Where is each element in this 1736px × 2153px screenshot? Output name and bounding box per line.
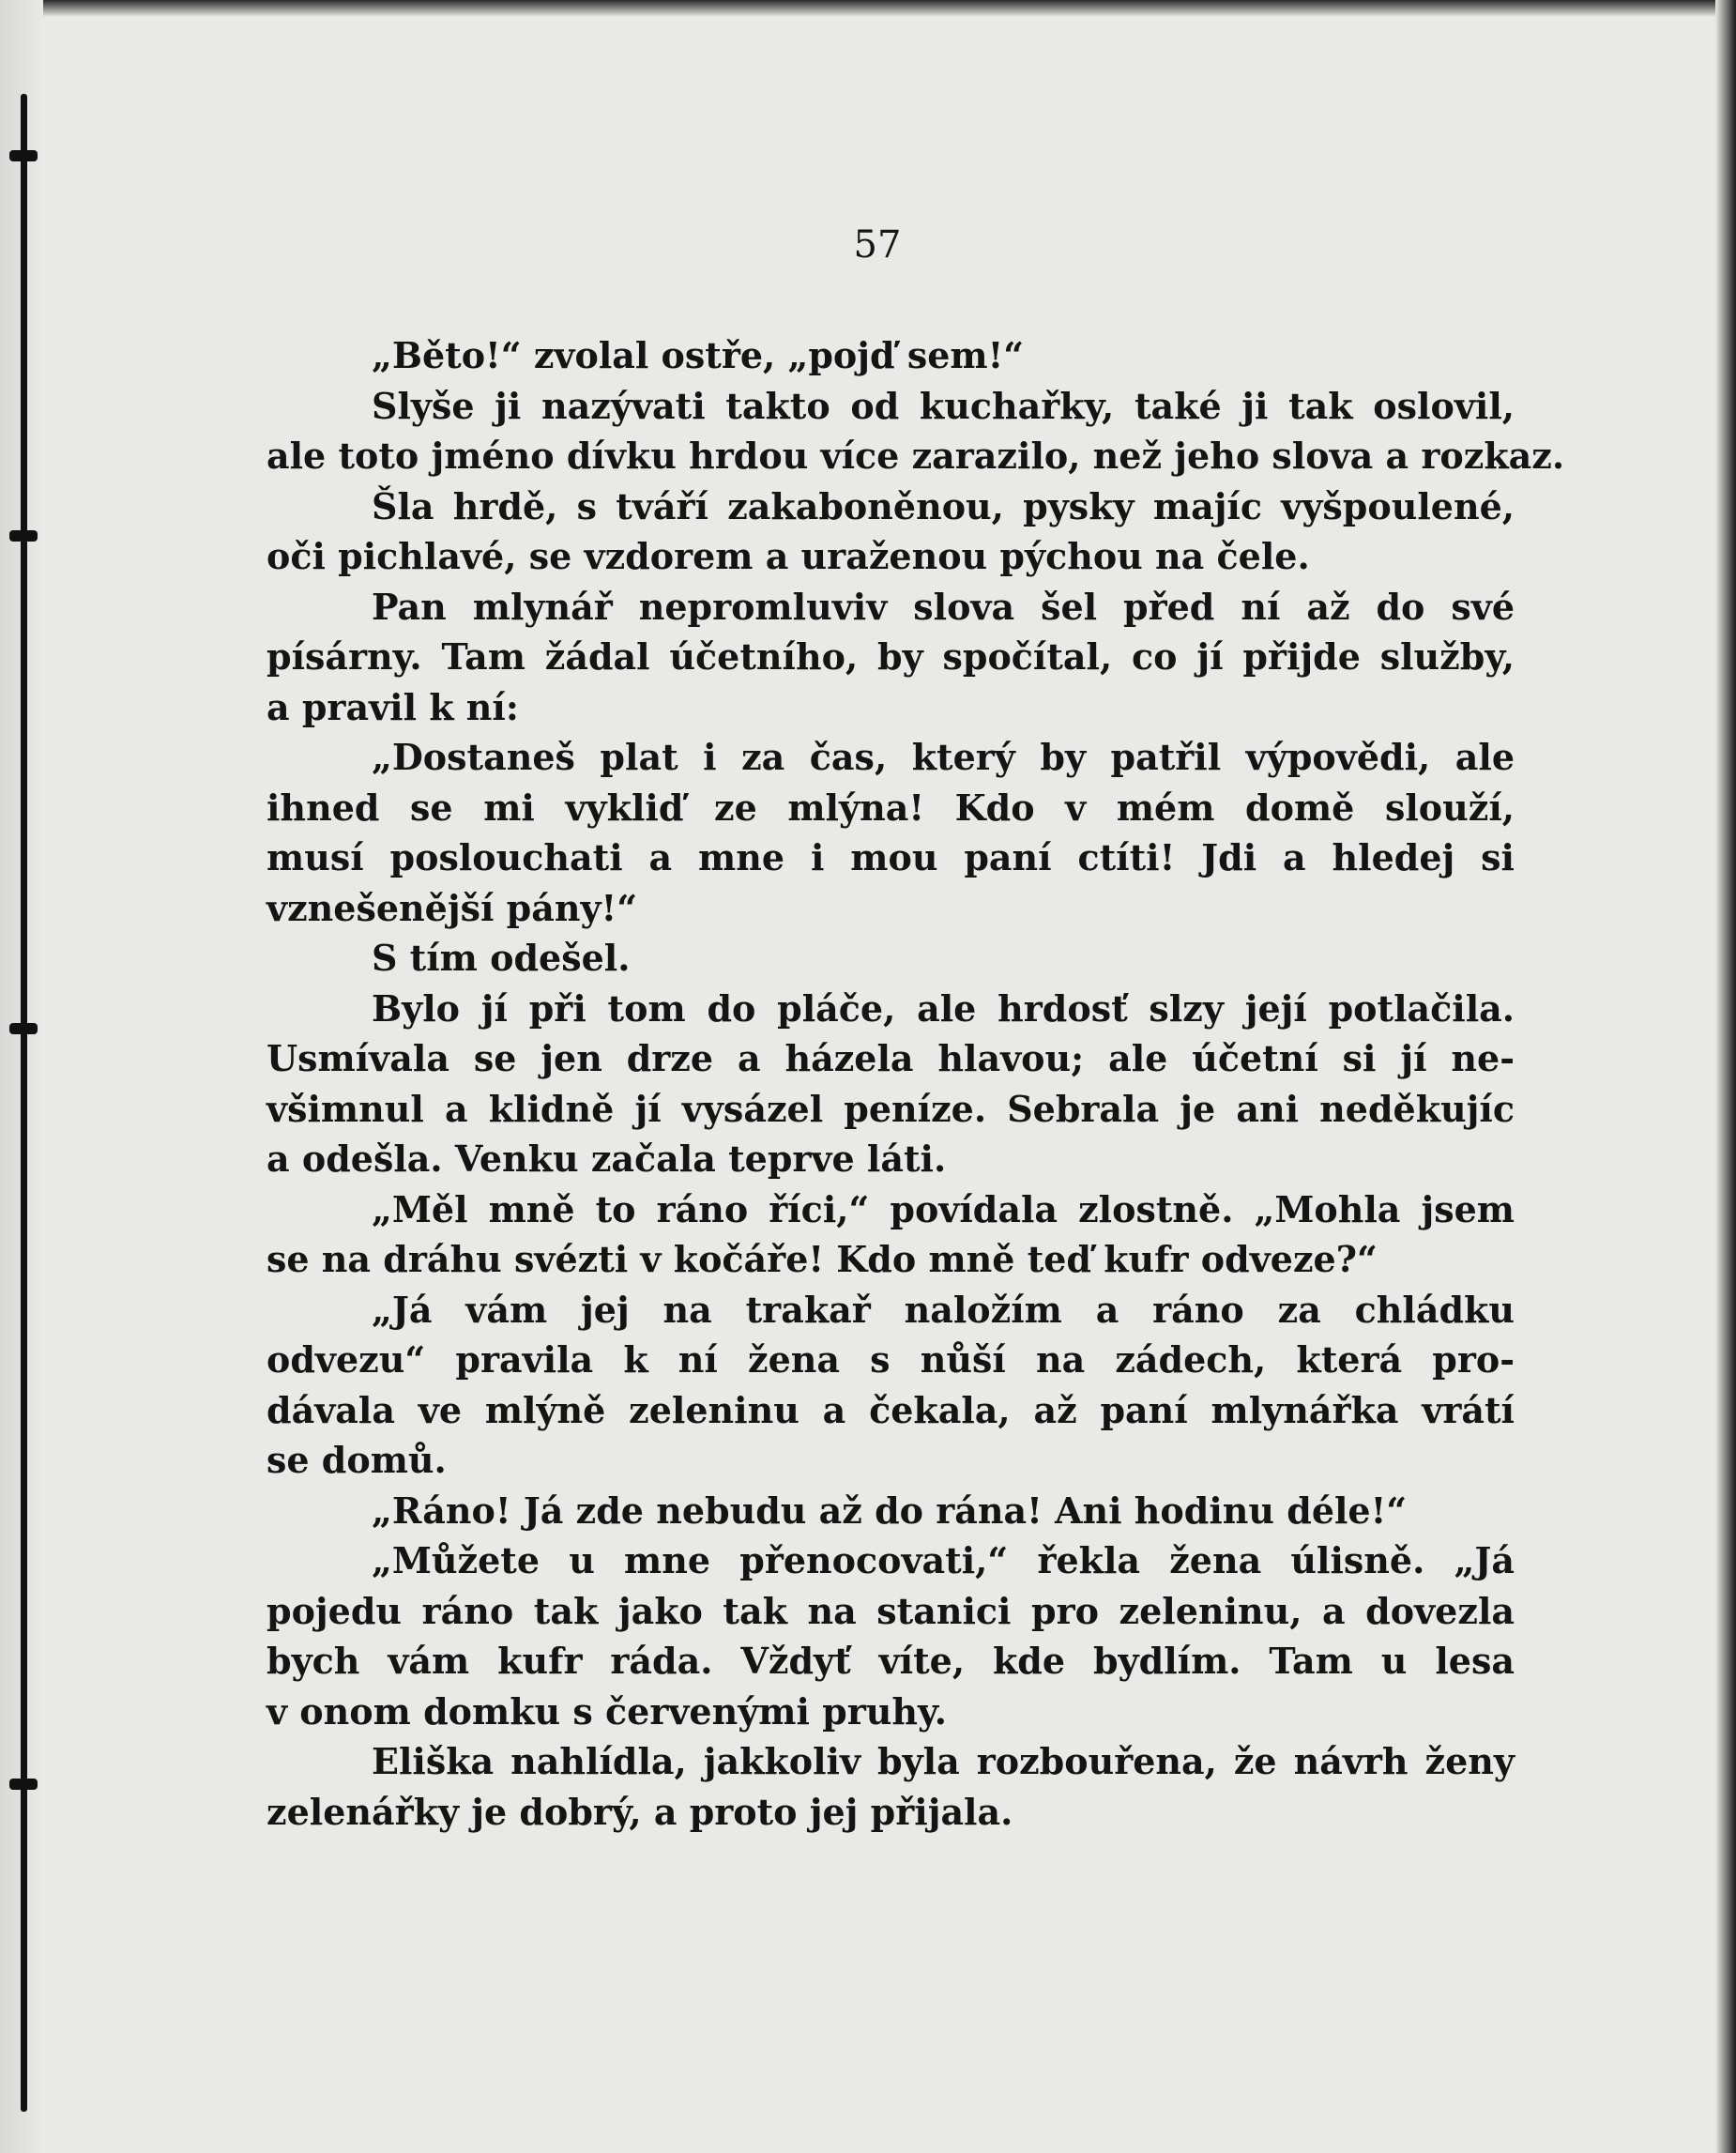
page-number: 57 — [853, 223, 902, 267]
text-line: oči pichlavé, se vzdorem a uraženou pýchou na čele. — [266, 535, 1310, 577]
text-line: Pan mlynář nepromluviv slova šel před ní až do své — [372, 585, 1515, 628]
text-line: „Můžete u mne přenocovati,“ řekla žena úlisně. „Já — [372, 1539, 1515, 1581]
text-line: „Běto!“ zvolal ostře, „pojď sem!“ — [372, 334, 1025, 376]
text-line: odvezu“ pravila k ní žena s nůší na zádech, která pro- — [266, 1338, 1515, 1381]
binding-stitch-mark — [9, 150, 38, 161]
text-line: dávala ve mlýně zeleninu a čekala, až paní mlynářka vrátí — [266, 1388, 1515, 1431]
text-line: „Ráno! Já zde nebudu až do rána! Ani hodinu déle!“ — [372, 1489, 1408, 1532]
text-line: ale toto jméno dívku hrdou více zarazilo, než jeho slova a rozkaz. — [266, 435, 1565, 477]
text-line: ihned se mi vykliď ze mlýna! Kdo v mém domě slouží, — [266, 786, 1515, 829]
text-line: v onom domku s červenými pruhy. — [266, 1689, 947, 1733]
text-line: Šla hrdě, s tváří zakaboněnou, pysky majíc vyšpoulené, — [372, 484, 1515, 527]
text-line: Slyše ji nazývati takto od kuchařky, také ji tak oslovil, — [372, 384, 1515, 427]
scan-right-edge — [1715, 0, 1736, 2153]
text-line: a pravil k ní: — [266, 685, 519, 728]
binding-stitch-line — [21, 94, 27, 2112]
text-line: se na dráhu svézti v kočáře! Kdo mně teď kufr odveze?“ — [266, 1238, 1378, 1280]
binding-stitch-mark — [9, 530, 38, 542]
text-line: zelenářky je dobrý, a proto jej přijala. — [266, 1790, 1013, 1833]
text-line: se domů. — [266, 1439, 447, 1481]
text-line: musí poslouchati a mne i mou paní ctíti! Jdi a hledej si — [266, 836, 1515, 878]
text-line: „Měl mně to ráno říci,“ povídala zlostně. „Mohla jsem — [372, 1187, 1515, 1230]
text-line: písárny. Tam žádal účetního, by spočítal, co jí přijde služby, — [266, 635, 1515, 678]
text-line: Eliška nahlídla, jakkoliv byla rozbouřena, že návrh ženy — [372, 1740, 1515, 1782]
scan-top-shadow — [0, 0, 1736, 17]
binding-stitch-mark — [9, 1779, 38, 1790]
text-line: „Dostaneš plat i za čas, který by patřil výpovědi, ale — [372, 736, 1515, 778]
text-line: všimnul a klidně jí vysázel peníze. Sebrala je ani neděkujíc — [266, 1087, 1515, 1130]
binding-stitch-mark — [9, 1023, 38, 1034]
text-line: Bylo jí při tom do pláče, ale hrdosť slzy její potlačila. — [372, 986, 1515, 1030]
text-line: bych vám kufr ráda. Vždyť víte, kde bydlím. Tam u lesa — [266, 1640, 1515, 1682]
text-line: pojedu ráno tak jako tak na stanici pro zeleninu, a dovezla — [266, 1589, 1515, 1632]
text-line: S tím odešel. — [372, 937, 631, 979]
text-line: a odešla. Venku začala teprve láti. — [266, 1138, 947, 1180]
text-line: Usmívala se jen drze a házela hlavou; ale účetní si jí ne- — [266, 1037, 1515, 1079]
body-text — [266, 330, 1565, 1837]
text-line: vznešenější pány!“ — [266, 886, 638, 929]
text-line: „Já vám jej na trakař naložím a ráno za chládku — [372, 1288, 1515, 1331]
binding-edge — [0, 0, 43, 2153]
